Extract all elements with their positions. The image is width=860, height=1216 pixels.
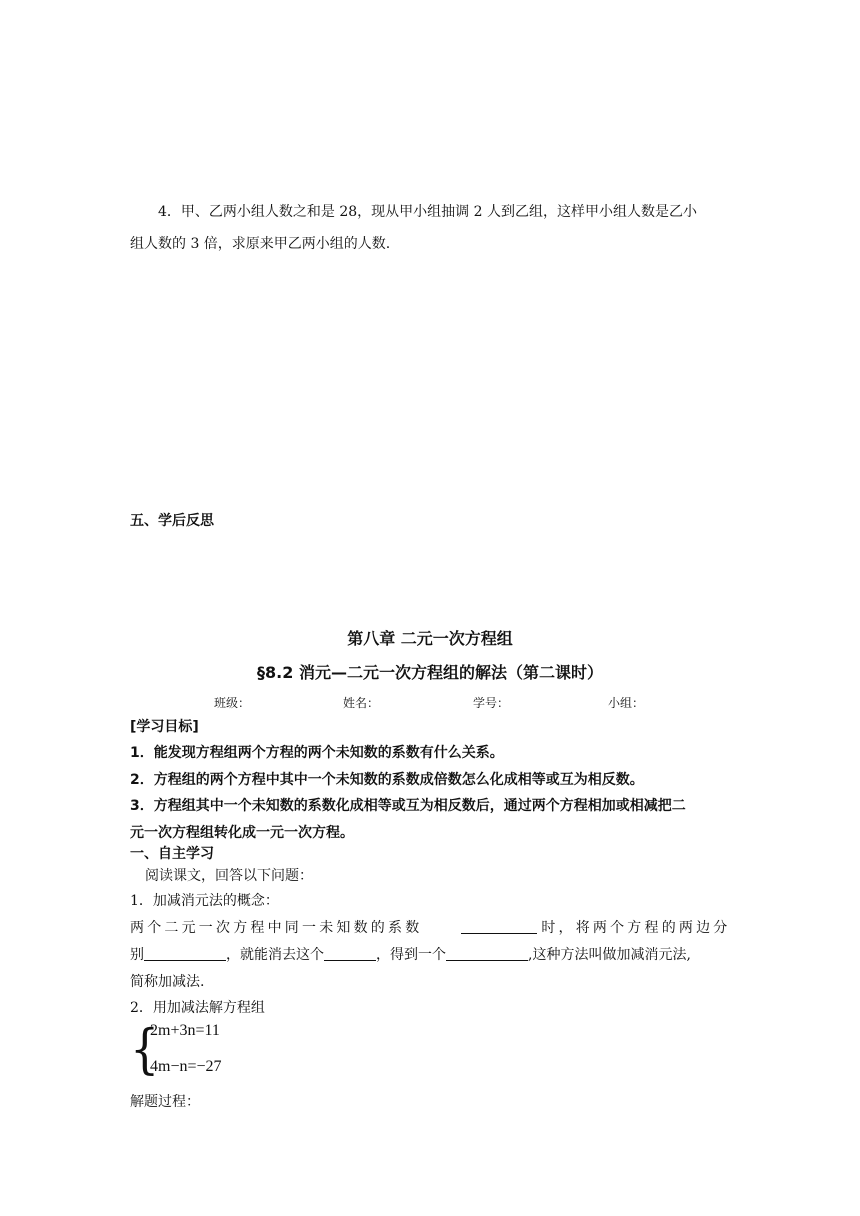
objective-item-3-line-2: 元一次方程组转化成一元一次方程。 bbox=[130, 825, 354, 841]
class-field-label: 班级： bbox=[214, 696, 251, 710]
objective-item-1: 1．能发现方程组两个方程的两个未知数的系数有什么关系。 bbox=[130, 745, 504, 761]
blank-coefficient-relation[interactable] bbox=[461, 919, 537, 934]
name-field-label: 姓名： bbox=[343, 696, 380, 710]
q1-line2-end: ,这种方法叫做加减消元法, bbox=[528, 947, 691, 963]
objectives-heading: [学习目标] bbox=[130, 719, 199, 735]
question-1-title: 1．加减消元法的概念： bbox=[130, 893, 279, 909]
question-2-title: 2．用加减法解方程组 bbox=[130, 1000, 265, 1016]
chapter-title: 第八章 二元一次方程组 bbox=[347, 629, 513, 648]
objective-item-3-line-1: 3．方程组其中一个未知数的系数化成相等或互为相反数后，通过两个方程相加或相减把二 bbox=[130, 798, 686, 814]
objective-item-2: 2．方程组的两个方程中其中一个未知数的系数成倍数怎么化成相等或互为相反数。 bbox=[130, 772, 644, 788]
student-id-field-label: 学号： bbox=[473, 696, 510, 710]
group-field-label: 小组： bbox=[608, 696, 645, 710]
blank-eliminated-unknown[interactable] bbox=[324, 946, 376, 961]
system-brace-icon: { bbox=[130, 1017, 160, 1081]
blank-operation[interactable] bbox=[144, 946, 226, 961]
q1-line2-mid1: ，就能消去这个 bbox=[226, 947, 324, 963]
question-1-line-2 bbox=[130, 944, 691, 964]
equation-2: 4m−n=−27 bbox=[150, 1058, 222, 1075]
blank-resulting-equation[interactable] bbox=[446, 946, 528, 961]
question-1-line-3: 简称加减法. bbox=[130, 974, 205, 990]
problem-4-line-1: 4．甲、乙两小组人数之和是 28，现从甲小组抽调 2 人到乙组，这样甲小组人数是乙小 bbox=[158, 204, 697, 220]
self-study-intro: 阅读课文，回答以下问题： bbox=[145, 868, 313, 884]
q1-line2-mid2: ，得到一个 bbox=[376, 947, 446, 963]
section-5-title: 五、学后反思 bbox=[130, 513, 214, 529]
q1-line1-end: 时，将两个方程的两边分 bbox=[541, 920, 731, 936]
solution-label: 解题过程： bbox=[130, 1094, 200, 1110]
question-1-line-1 bbox=[130, 917, 731, 937]
lesson-title: §8.2 消元—二元一次方程组的解法（第二课时） bbox=[257, 663, 603, 682]
q1-line1-text: 两个二元一次方程中同一未知数的系数 bbox=[130, 920, 423, 936]
problem-4-line-2: 组人数的 3 倍，求原来甲乙两小组的人数. bbox=[130, 236, 391, 252]
q1-line2-start: 别 bbox=[130, 947, 144, 963]
equation-1: 2m+3n=11 bbox=[150, 1022, 220, 1039]
self-study-heading: 一、自主学习 bbox=[130, 846, 214, 862]
